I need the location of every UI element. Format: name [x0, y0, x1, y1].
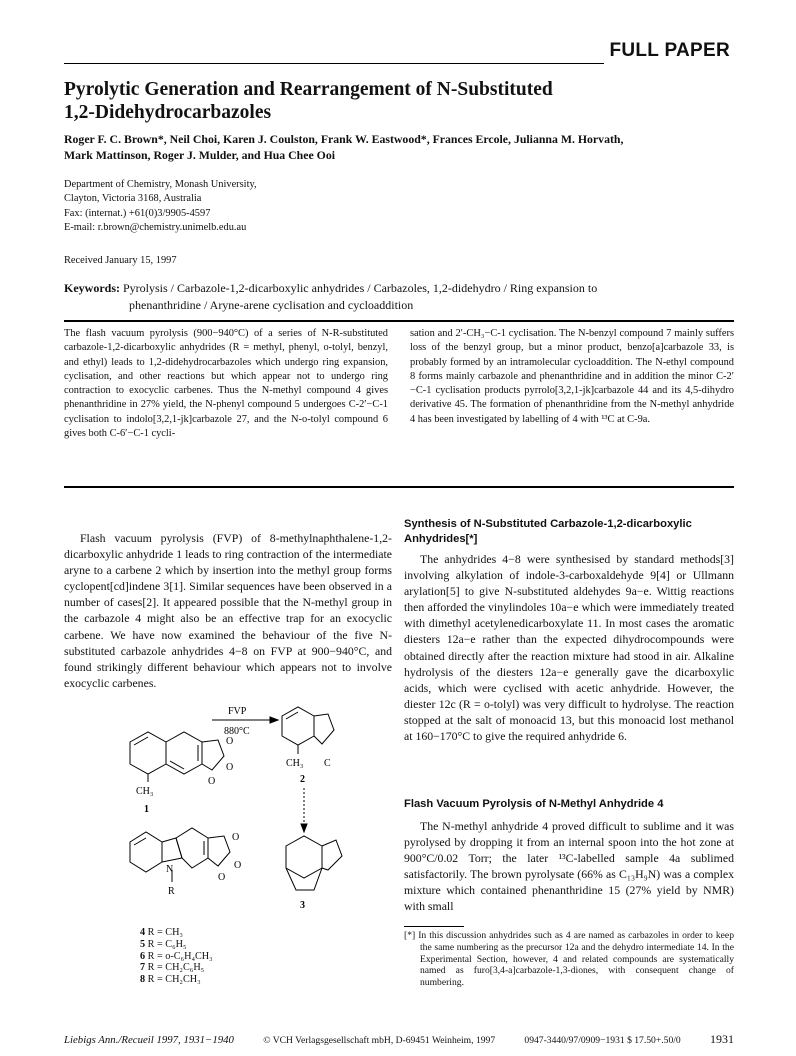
- compound-number-2: 2: [300, 774, 305, 785]
- keywords-line-2: phenanthridine / Aryne-arene cyclisation and cycloaddition: [129, 298, 414, 312]
- compound-3-ring: [286, 836, 322, 878]
- abstract-right: sation and 2′-CH₃−C-1 cyclisation. The N-benzyl compound 7 mainly suffers loss of the benzyl group, but a minor product, benzo[a]carbazole 33, is probably formed by an intramolecular cycloaddition. The N-ethyl compound 8 forms mainly carbazole and phenanthridine and in addition the minor C-2′−C-1 cyclisation products pyrrolo[3,2,1-jk]carbazole 44 and its 4,5-dihydro derivative 45. The formation of phenanthridine from the N-methyl anhydride 4 has been investigated by labelling of 4 with ¹³C at C-9a.: [410, 328, 734, 425]
- title-line-2: 1,2-Didehydrocarbazoles: [64, 102, 272, 123]
- header-rule: [64, 63, 604, 64]
- footnote-rule: [404, 926, 464, 927]
- keywords: [64, 280, 714, 314]
- compound-entry: 4 R = CH₃: [140, 927, 183, 938]
- oxygen-label: O: [218, 872, 226, 883]
- compound-entry: 7 R = CH₂C₆H₅: [140, 962, 205, 974]
- compound-1-ring-b: [166, 732, 202, 774]
- fvp-label: FVP: [228, 706, 247, 717]
- publisher-line: © VCH Verlagsgesellschaft mbH, D-69451 Weinheim, 1997: [263, 1035, 496, 1046]
- compound-number-1: 1: [144, 804, 149, 815]
- compound-2-ring: [282, 707, 314, 745]
- page-footer: [64, 1032, 734, 1047]
- section-label: FULL PAPER: [609, 40, 730, 61]
- oxygen-label: O: [226, 762, 234, 773]
- affiliation-line: Clayton, Victoria 3168, Australia: [64, 193, 202, 205]
- authors-line-1: Roger F. C. Brown*, Neil Choi, Karen J. Coulston, Frank W. Eastwood*, Frances Ercole, Julianna M. Horvath,: [64, 132, 624, 146]
- compound-list: [140, 927, 213, 986]
- section-heading-synthesis: Synthesis of N-Substituted Carbazole-1,2-dicarboxylic Anhydrides[*]: [404, 518, 692, 545]
- abstract-top-rule: [64, 320, 734, 322]
- compound-1-ring-a: [130, 732, 166, 774]
- r-substituent-label: R: [168, 886, 175, 897]
- intro-paragraph: Flash vacuum pyrolysis (FVP) of 8-methylnaphthalene-1,2-dicarboxylic anhydride 1 leads to ring contraction of the intermediate aryne to a carbene 2 which by insertion into the methyl group forms cyclopent[cd]indene 3[1]. Similar sequences have been observed in a number of cases[2]. It appeared possible that the N-methyl group in the carbazole 4 might also be an effective trap for an exocyclic carbene. We have now examined the behaviour of the five N-substituted carbazole anhydrides 4−8 on FVP at 900−940°C, and found strikingly different behaviour which appears not to involve exocyclic carbenes.: [64, 531, 392, 690]
- temperature-label: 880°C: [224, 726, 250, 737]
- received-date: Received January 15, 1997: [64, 255, 177, 266]
- issn-code: 0947-3440/97/0909−1931 $ 17.50+.50/0: [524, 1035, 681, 1046]
- fvp-paragraph: The N-methyl anhydride 4 proved difficult to sublime and it was pyrolysed by dropping it from an internal spoon into the hot zone at 900°C/0.02 Torr; the later ¹³C-labelled sample 4a sublimed satisfactorily. The brown pyrolysate (66% as C₁₃H₉N) was a complex mixture which contained phenanthridine 15 (27% yield by NMR) with small: [404, 819, 734, 914]
- title-line-1: Pyrolytic Generation and Rearrangement of N-Substituted: [64, 79, 553, 100]
- footnote-text: [*] In this discussion anhydrides such as 4 are named as carbazoles in order to keep the same numbering as the precursor 12a and the dehydro intermediate 14. In the Experimental Section, however, 4 and related compounds are systematically named as furo[3,4-a]carbazole-1,3-diones, with consequent change of numbering.: [404, 930, 734, 989]
- keywords-label: Keywords:: [64, 281, 120, 295]
- keywords-line-1: Pyrolysis / Carbazole-1,2-dicarboxylic anhydrides / Carbazoles, 1,2-didehydro / Ring expansion to: [123, 281, 598, 295]
- compound-entry: 8 R = CH₂CH₃: [140, 974, 201, 986]
- footnote: [404, 930, 734, 989]
- compound-2-ring-five: [314, 714, 334, 744]
- compound-1-anhydride: [202, 740, 224, 770]
- oxygen-label: O: [208, 776, 216, 787]
- nitrogen-label: N: [166, 864, 174, 875]
- ch3-label: CH₃: [136, 786, 154, 797]
- section-heading-fvp: Flash Vacuum Pyrolysis of N-Methyl Anhydride 4: [404, 798, 664, 810]
- compound-entry: 5 R = C₆H₅: [140, 938, 187, 950]
- abstract-left: The flash vacuum pyrolysis (900−940°C) of a series of N-R-substituted carbazole-1,2-dicarboxylic anhydrides (R = methyl, phenyl, o-tolyl, benzyl, and ethyl) leads to 1,2-didehydrocarbazoles which undergo ring expansion, cyclisation, and other reactions but which appear not to undergo ring contraction to exocyclic carbenes. Thus the N-methyl compound 4 gives phenanthridine in 27% yield, the N-phenyl compound 5 undergoes C-2′−C-1 cyclisation to indolo[3,2,1-jk]carbazole 27, and the N-o-tolyl compound 6 gives both C-6′−C-1 cycli-: [64, 328, 388, 440]
- oxygen-label: O: [232, 832, 240, 843]
- ch3-label: CH₃: [286, 758, 304, 769]
- compound-number-3: 3: [300, 900, 305, 911]
- carbazole-ring-pyrrole: [162, 838, 182, 862]
- journal-citation: Liebigs Ann./Recueil 1997, 1931−1940: [64, 1034, 234, 1046]
- affiliation-line: Department of Chemistry, Monash University,: [64, 179, 257, 190]
- authors-line-2: Mark Mattinson, Roger J. Mulder, and Hua Chee Ooi: [64, 148, 336, 162]
- affiliation: [64, 178, 464, 235]
- page-number: 1931: [709, 1032, 734, 1046]
- carbene-label: C: [324, 758, 331, 769]
- oxygen-label: O: [234, 860, 242, 871]
- abstract-bottom-rule: [64, 486, 734, 488]
- compound-entry: 6 R = o-C₆H₄CH₃: [140, 950, 213, 962]
- oxygen-label: O: [226, 736, 234, 747]
- carbazole-anhydride: [208, 836, 230, 866]
- carbazole-ring-c: [176, 828, 208, 868]
- article-title: [64, 78, 724, 124]
- affiliation-line: Fax: (internat.) +61(0)3/9905-4597: [64, 207, 211, 219]
- author-list: [64, 131, 744, 163]
- affiliation-email[interactable]: E-mail: r.brown@chemistry.unimelb.edu.au: [64, 221, 247, 233]
- synthesis-paragraph: The anhydrides 4−8 were synthesised by standard methods[3] involving alkylation of indole-3-carboxaldehyde 9[4] or Ullmann arylation[5] to give N-substituted aldehydes 9a−e. Wittig reactions then afforded the vinylindoles 10a−e which were immediately treated with dimethyl acetylenedicarboxylate 11. In most cases the aromatic diesters 12a−e rather than the expected dihydrocompounds were obtained directly after the reaction mixture had stood in air. Alkaline hydrolysis of the diesters 12a−e generally gave the dicarboxylic acids, which were cyclised with acetic anhydride. However, the diester 12c (R = o-tolyl) was very difficult to hydrolyse. The reaction stopped at the salt of monoacid 13, but this monoacid lost methanol at 160−170°C to give the required anhydride 6.: [404, 552, 734, 744]
